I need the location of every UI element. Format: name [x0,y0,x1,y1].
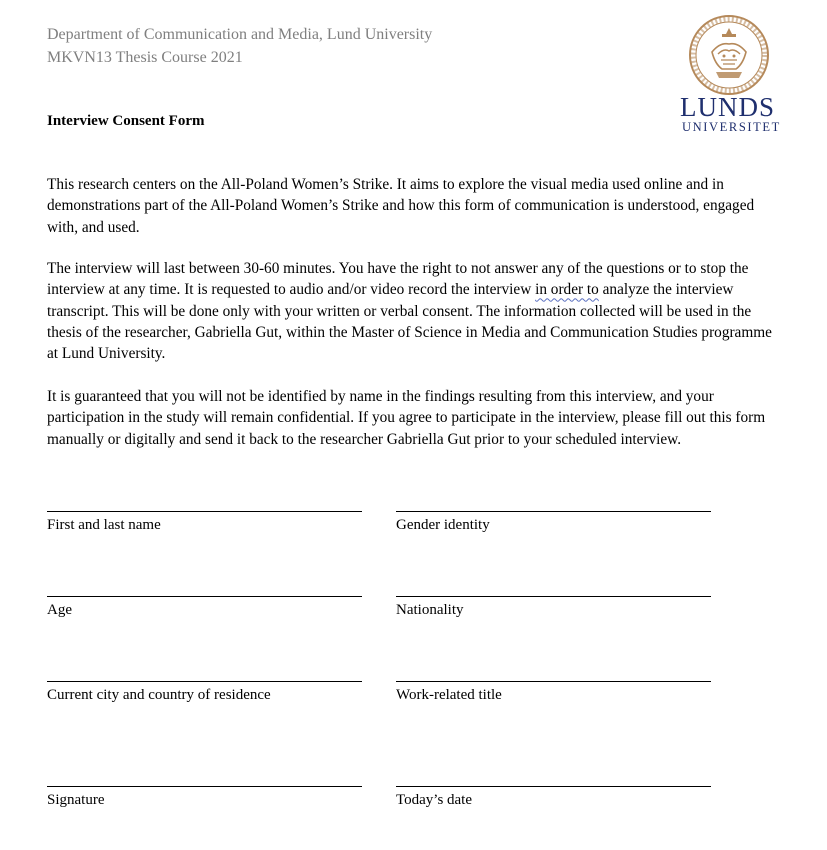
field-label: Gender identity [396,517,490,533]
signature-line[interactable] [396,681,711,682]
signature-line[interactable] [47,511,362,512]
field-label: Signature [47,792,105,808]
city-field[interactable] [47,681,362,705]
field-label: Work-related title [396,687,502,703]
field-label: Nationality [396,602,464,618]
department-line: Department of Communication and Media, Lund University [47,26,433,43]
signature-line[interactable] [396,511,711,512]
name-field[interactable] [47,511,362,535]
confidentiality-paragraph: It is guaranteed that you will not be identified by name in the findings resulting from this interview, and your participation in the study will remain confidential. If you agree to participate in the interview, please fill out this form manually or digitally and send it back to the researcher Gabriella Gut prior to your scheduled interview. [47,388,766,448]
field-label: Age [47,602,72,618]
nationality-field[interactable] [396,596,711,620]
paragraph-text: analyze the interview transcript. This will be done only with your written or verbal consent. The information collected will be used in the thesis of the researcher, Gabriella Gut, within the Master of Science in Media and Communication Studies programme at Lund University. [47,281,772,363]
work-title-field[interactable] [396,681,711,705]
date-field[interactable] [396,786,711,810]
lund-university-logo [676,14,788,139]
signature-line[interactable] [396,786,711,787]
field-label: Current city and country of residence [47,687,271,703]
logo-wordmark: LUNDS [680,92,776,122]
signature-line[interactable] [47,596,362,597]
field-label: First and last name [47,517,161,533]
age-field[interactable] [47,596,362,620]
university-seal-icon [688,14,770,96]
interview-paragraph [47,258,782,364]
signature-line[interactable] [47,681,362,682]
signature-line[interactable] [396,596,711,597]
form-title: Interview Consent Form [47,113,205,129]
intro-paragraph: This research centers on the All-Poland Women’s Strike. It aims to explore the visual media used online and in demonstrations part of the All-Poland Women’s Strike and how this form of communication is understood, engaged with, and used. [47,176,755,236]
paragraph-text: The interview will last between 30-60 minutes. You have the right to not answer any of the questions or to stop the interview at any time. It is requested to audio and/or video record the interview [47,260,749,299]
grammar-marked-text: in order to [535,281,599,299]
signature-line[interactable] [47,786,362,787]
logo-wordmark-sub: UNIVERSITET [682,120,781,134]
gender-field[interactable] [396,511,711,535]
field-label: Today’s date [396,792,473,808]
course-line: MKVN13 Thesis Course 2021 [47,49,243,66]
signature-field[interactable] [47,786,362,810]
